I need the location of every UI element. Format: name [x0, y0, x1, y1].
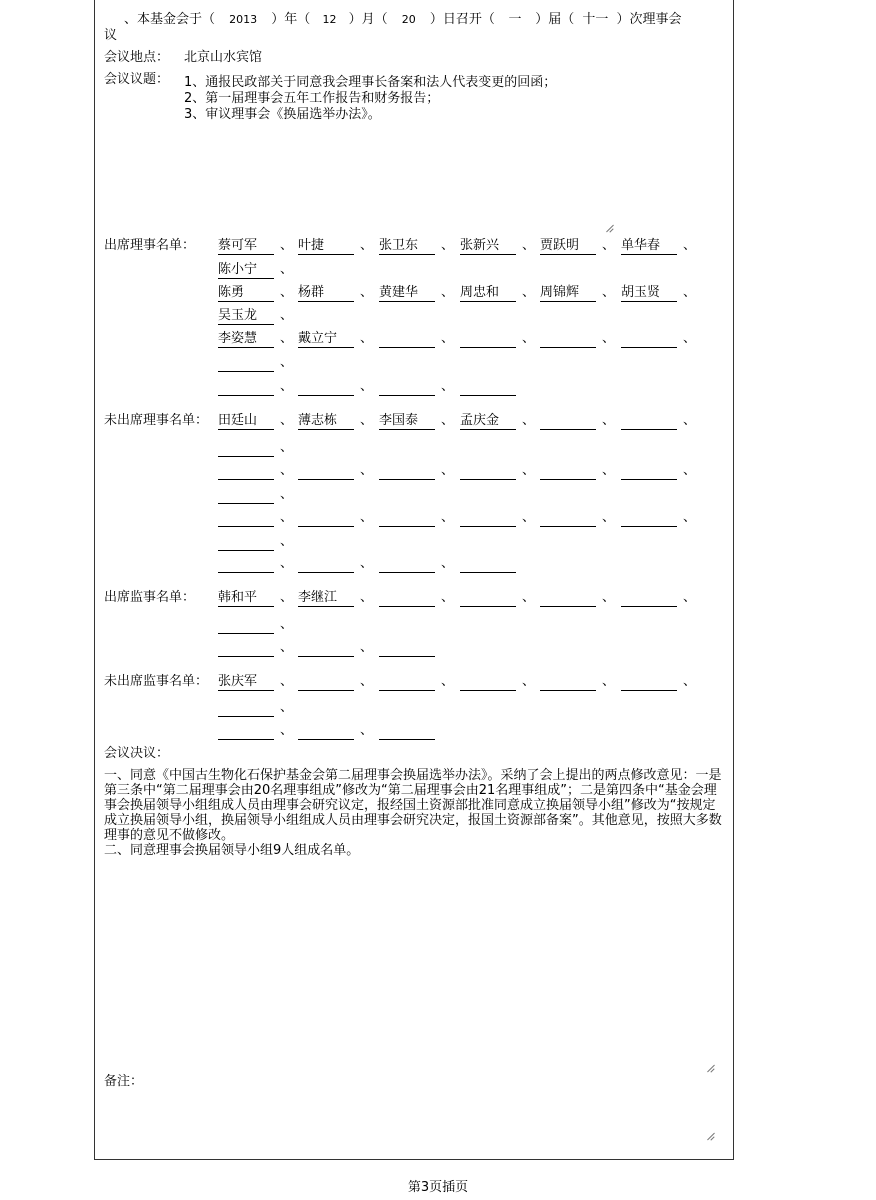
agenda-item[interactable]: 3、审议理事会《换届选举办法》。: [184, 107, 381, 122]
name-separator: 、: [280, 510, 294, 525]
name-field[interactable]: [621, 413, 677, 430]
name-separator: 、: [360, 463, 374, 478]
name-separator: 、: [683, 413, 697, 428]
name-field[interactable]: 李姿慧: [218, 331, 274, 348]
name-field[interactable]: [218, 463, 274, 480]
name-field[interactable]: [298, 510, 354, 527]
name-field[interactable]: [540, 674, 596, 691]
name-separator: 、: [280, 262, 294, 277]
agenda-label: 会议议题：: [104, 72, 170, 87]
name-field[interactable]: 吴玉龙: [218, 308, 274, 325]
name-separator: 、: [280, 331, 294, 346]
name-field[interactable]: [379, 640, 435, 657]
name-field[interactable]: 单华春: [621, 238, 677, 255]
name-separator: 、: [441, 463, 455, 478]
name-separator: 、: [602, 285, 616, 300]
header-day-suffix: ）日召开（: [429, 12, 495, 27]
name-field[interactable]: 胡玉贤: [621, 285, 677, 302]
name-separator: 、: [360, 590, 374, 605]
name-separator: 、: [522, 413, 536, 428]
name-field[interactable]: [379, 331, 435, 348]
name-field[interactable]: [218, 640, 274, 657]
name-separator: 、: [441, 674, 455, 689]
name-separator: 、: [683, 590, 697, 605]
meeting-header: [124, 12, 682, 28]
name-field[interactable]: [460, 556, 516, 573]
name-separator: 、: [522, 331, 536, 346]
resolution-paragraph: 二、同意理事会换届领导小组9人组成名单。: [104, 843, 360, 858]
name-field[interactable]: [379, 463, 435, 480]
name-separator: 、: [522, 674, 536, 689]
name-field[interactable]: 李国泰: [379, 413, 435, 430]
resolution-paragraph: 一、同意《中国古生物化石保护基金会第二届理事会换届选举办法》。采纳了会上提出的两点修改意见：一是第三条中“第二届理事会由20名理事组成”修改为“第二届理事会由21名理事组成”；二是第四条中“基金会理事会换届领导小组组成人员由理事会研究议定，报经国土资源部批准同意成立换届领导小组”修改为“按规定成立换届领导小组，换届领导小组组成人员由理事会研究决定，报国土资源部备案”。其他意见，按照大多数理事的意见不做修改。: [104, 768, 722, 843]
name-field[interactable]: [218, 723, 274, 740]
name-field[interactable]: [218, 355, 274, 372]
name-separator: 、: [602, 413, 616, 428]
header-month-suffix: ）月（: [348, 12, 388, 27]
name-field[interactable]: 张庆军: [218, 674, 274, 691]
name-separator: 、: [280, 556, 294, 571]
agenda-item[interactable]: 1、通报民政部关于同意我会理事长备案和法人代表变更的回函；: [184, 75, 557, 90]
name-separator: 、: [522, 463, 536, 478]
name-separator: 、: [360, 723, 374, 738]
name-separator: 、: [280, 379, 294, 394]
name-field[interactable]: [460, 379, 516, 396]
name-separator: 、: [280, 440, 294, 455]
name-separator: 、: [441, 413, 455, 428]
name-separator: 、: [280, 534, 294, 549]
name-separator: 、: [280, 590, 294, 605]
name-field[interactable]: 李继江: [298, 590, 354, 607]
name-field[interactable]: 陈勇: [218, 285, 274, 302]
name-field[interactable]: [218, 556, 274, 573]
name-field[interactable]: [379, 510, 435, 527]
name-field[interactable]: [540, 463, 596, 480]
location-label: 会议地点：: [104, 50, 170, 65]
form-frame: [94, 0, 734, 1160]
name-field[interactable]: 周锦辉: [540, 285, 596, 302]
name-field[interactable]: [379, 723, 435, 740]
name-separator: 、: [602, 674, 616, 689]
name-field[interactable]: [540, 413, 596, 430]
name-field[interactable]: 张卫东: [379, 238, 435, 255]
name-field[interactable]: [298, 640, 354, 657]
name-field[interactable]: [298, 556, 354, 573]
name-separator: 、: [360, 510, 374, 525]
name-field[interactable]: 田廷山: [218, 413, 274, 430]
name-separator: 、: [280, 308, 294, 323]
name-separator: 、: [280, 487, 294, 502]
name-field[interactable]: [540, 510, 596, 527]
header-year-suffix: ）年（: [271, 12, 311, 27]
name-separator: 、: [280, 700, 294, 715]
name-field[interactable]: 陈小宁: [218, 262, 274, 279]
meeting-month[interactable]: 12: [322, 13, 337, 26]
agenda-item[interactable]: 2、第一届理事会五年工作报告和财务报告；: [184, 91, 440, 106]
name-field[interactable]: [218, 534, 274, 551]
name-separator: 、: [522, 510, 536, 525]
name-separator: 、: [280, 285, 294, 300]
name-separator: 、: [522, 590, 536, 605]
name-separator: 、: [441, 238, 455, 253]
name-separator: 、: [280, 463, 294, 478]
name-separator: 、: [280, 617, 294, 632]
name-field[interactable]: [540, 590, 596, 607]
name-field[interactable]: [460, 463, 516, 480]
name-field[interactable]: [621, 590, 677, 607]
name-field[interactable]: 黄建华: [379, 285, 435, 302]
name-separator: 、: [683, 285, 697, 300]
name-field[interactable]: [218, 440, 274, 457]
name-separator: 、: [280, 413, 294, 428]
header-prefix: 、本基金会于（: [124, 12, 216, 27]
name-field[interactable]: [379, 379, 435, 396]
name-field[interactable]: [460, 331, 516, 348]
name-field[interactable]: [218, 700, 274, 717]
name-field[interactable]: [621, 331, 677, 348]
name-separator: 、: [441, 285, 455, 300]
name-separator: 、: [441, 331, 455, 346]
resize-handle-icon[interactable]: [606, 224, 614, 232]
name-field[interactable]: [218, 379, 274, 396]
name-separator: 、: [441, 379, 455, 394]
name-separator: 、: [683, 463, 697, 478]
name-separator: 、: [360, 379, 374, 394]
name-field[interactable]: 韩和平: [218, 590, 274, 607]
name-field[interactable]: [218, 617, 274, 634]
name-separator: 、: [360, 238, 374, 253]
name-separator: 、: [683, 510, 697, 525]
name-field[interactable]: 戴立宁: [298, 331, 354, 348]
name-field[interactable]: [621, 510, 677, 527]
resolution-label: 会议决议：: [104, 746, 170, 761]
name-field[interactable]: [621, 674, 677, 691]
name-separator: 、: [360, 640, 374, 655]
name-separator: 、: [602, 590, 616, 605]
name-separator: 、: [360, 556, 374, 571]
name-separator: 、: [522, 285, 536, 300]
name-field[interactable]: [298, 463, 354, 480]
name-separator: 、: [360, 331, 374, 346]
name-field[interactable]: 杨群: [298, 285, 354, 302]
location-value[interactable]: 北京山水宾馆: [184, 50, 263, 65]
name-separator: 、: [360, 674, 374, 689]
name-field[interactable]: 蔡可军: [218, 238, 274, 255]
name-separator: 、: [522, 238, 536, 253]
name-separator: 、: [602, 510, 616, 525]
name-field[interactable]: 叶捷: [298, 238, 354, 255]
page-label: 第3页插页: [407, 1180, 469, 1195]
resize-handle-icon[interactable]: [707, 1132, 715, 1140]
name-field[interactable]: 贾跃明: [540, 238, 596, 255]
resize-handle-icon[interactable]: [707, 1064, 715, 1072]
name-field[interactable]: [298, 674, 354, 691]
name-field[interactable]: [298, 379, 354, 396]
name-field[interactable]: 周忠和: [460, 285, 516, 302]
name-separator: 、: [441, 556, 455, 571]
meeting-day[interactable]: 20: [401, 13, 416, 26]
meeting-term[interactable]: 一: [508, 12, 522, 27]
absent-supervisors-label: 未出席监事名单：: [104, 674, 209, 689]
name-field[interactable]: [379, 556, 435, 573]
attending-directors-label: 出席理事名单：: [104, 238, 196, 253]
name-separator: 、: [280, 640, 294, 655]
name-field[interactable]: 薄志栋: [298, 413, 354, 430]
name-field[interactable]: [460, 674, 516, 691]
name-separator: 、: [280, 674, 294, 689]
absent-directors-label: 未出席理事名单：: [104, 413, 209, 428]
name-separator: 、: [683, 674, 697, 689]
remarks-label: 备注：: [104, 1074, 144, 1089]
name-field[interactable]: [379, 590, 435, 607]
meeting-session[interactable]: 十一: [582, 12, 609, 27]
name-field[interactable]: [460, 590, 516, 607]
name-separator: 、: [280, 723, 294, 738]
attending-supervisors-label: 出席监事名单：: [104, 590, 196, 605]
name-separator: 、: [602, 238, 616, 253]
name-field[interactable]: 张新兴: [460, 238, 516, 255]
name-separator: 、: [280, 238, 294, 253]
name-separator: 、: [602, 463, 616, 478]
name-field[interactable]: [379, 674, 435, 691]
name-field[interactable]: 孟庆金: [460, 413, 516, 430]
name-separator: 、: [441, 510, 455, 525]
name-separator: 、: [360, 413, 374, 428]
header-term-suffix: ）届（: [535, 12, 575, 27]
name-separator: 、: [683, 331, 697, 346]
name-field[interactable]: [621, 463, 677, 480]
name-field[interactable]: [218, 510, 274, 527]
name-separator: 、: [602, 331, 616, 346]
name-field[interactable]: [540, 331, 596, 348]
name-separator: 、: [360, 285, 374, 300]
name-separator: 、: [280, 355, 294, 370]
meeting-year[interactable]: 2013: [229, 13, 258, 26]
resolution-textarea[interactable]: [104, 768, 724, 858]
name-field[interactable]: [298, 723, 354, 740]
name-separator: 、: [441, 590, 455, 605]
name-field[interactable]: [460, 510, 516, 527]
header-session-suffix: ）次理事会: [616, 12, 682, 27]
name-field[interactable]: [218, 487, 274, 504]
name-separator: 、: [683, 238, 697, 253]
header-wrap: 议: [104, 28, 118, 43]
